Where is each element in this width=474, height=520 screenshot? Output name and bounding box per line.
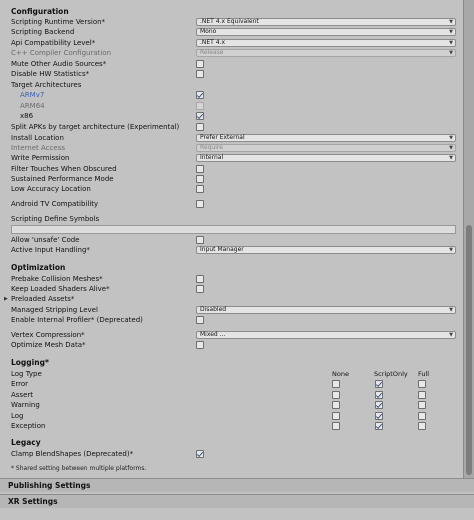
- log-col-scriptonly: ScriptOnly: [374, 370, 408, 378]
- target-arch-label: Target Architectures: [11, 81, 82, 89]
- log-warning-full-checkbox[interactable]: [418, 401, 426, 409]
- low-accuracy-row: [0, 184, 463, 194]
- legacy-header: Legacy: [11, 438, 41, 447]
- split-apks-row: [0, 122, 463, 132]
- internet-access-value: Require: [200, 144, 223, 151]
- filter-touches-checkbox[interactable]: [196, 165, 204, 173]
- api-compat-dropdown[interactable]: [196, 39, 456, 47]
- foldout-arrow-icon[interactable]: ▶: [4, 296, 8, 302]
- vertex-compression-dropdown[interactable]: [196, 331, 456, 339]
- scripting-backend-dropdown[interactable]: [196, 28, 456, 36]
- log-row-label: Assert: [11, 391, 34, 399]
- arm64-checkbox: [196, 102, 204, 110]
- sustained-perf-checkbox[interactable]: [196, 175, 204, 183]
- write-permission-dropdown[interactable]: [196, 154, 456, 162]
- dropdown-arrow-icon: ▼: [449, 19, 453, 25]
- log-warning-none-checkbox[interactable]: [332, 401, 340, 409]
- dropdown-arrow-icon: ▼: [449, 29, 453, 35]
- mute-audio-row: [0, 59, 463, 69]
- arm64-row: [0, 101, 463, 111]
- scripting-backend-label: Scripting Backend: [11, 28, 75, 36]
- log-col-none: None: [332, 370, 349, 378]
- stripping-value: Disabled: [200, 306, 227, 313]
- low-accuracy-checkbox[interactable]: [196, 185, 204, 193]
- clamp-blend-row: [0, 449, 463, 459]
- dropdown-arrow-icon: ▼: [449, 40, 453, 46]
- log-error-full-checkbox[interactable]: [418, 380, 426, 388]
- vertex-compression-value: Mixed ...: [200, 331, 226, 338]
- optimize-mesh-checkbox[interactable]: [196, 341, 204, 349]
- allow-unsafe-checkbox[interactable]: [196, 236, 204, 244]
- android-tv-checkbox[interactable]: [196, 200, 204, 208]
- scripting-runtime-row: [0, 17, 463, 27]
- keep-shaders-row: [0, 284, 463, 294]
- vertical-scrollbar[interactable]: [463, 0, 474, 478]
- clamp-blend-checkbox[interactable]: [196, 450, 204, 458]
- internal-profiler-row: [0, 315, 463, 325]
- android-tv-row: [0, 199, 463, 209]
- disable-hw-stats-checkbox[interactable]: [196, 70, 204, 78]
- x86-label: x86: [20, 112, 34, 120]
- log-warning-scriptonly-checkbox[interactable]: [375, 401, 383, 409]
- define-symbols-input[interactable]: [11, 225, 456, 234]
- stripping-label: Managed Stripping Level: [11, 306, 98, 314]
- preloaded-assets-label: Preloaded Assets*: [11, 295, 75, 303]
- dropdown-arrow-icon: ▼: [449, 332, 453, 338]
- log-error-none-checkbox[interactable]: [332, 380, 340, 388]
- scripting-backend-row: [0, 27, 463, 37]
- active-input-dropdown[interactable]: [196, 246, 456, 254]
- armv7-checkbox[interactable]: [196, 91, 204, 99]
- log-row-exception: [0, 421, 463, 431]
- mute-audio-label: Mute Other Audio Sources*: [11, 60, 107, 68]
- clamp-blend-label: Clamp BlendShapes (Deprecated)*: [11, 450, 134, 458]
- split-apks-checkbox[interactable]: [196, 123, 204, 131]
- configuration-header: Configuration: [11, 7, 69, 16]
- target-arch-row: [0, 80, 463, 90]
- active-input-value: Input Manager: [200, 246, 244, 253]
- internet-access-row: [0, 143, 463, 153]
- active-input-row: [0, 245, 463, 255]
- filter-touches-row: [0, 164, 463, 174]
- log-row-label: Exception: [11, 422, 46, 430]
- stripping-dropdown[interactable]: [196, 306, 456, 314]
- log-exception-scriptonly-checkbox[interactable]: [375, 422, 383, 430]
- disable-hw-stats-row: [0, 69, 463, 79]
- log-log-none-checkbox[interactable]: [332, 412, 340, 420]
- keep-shaders-checkbox[interactable]: [196, 285, 204, 293]
- scrollbar-thumb[interactable]: [466, 225, 472, 475]
- optimization-header: Optimization: [11, 263, 66, 272]
- cpp-compiler-label: C++ Compiler Configuration: [11, 49, 112, 57]
- dropdown-arrow-icon: ▼: [449, 50, 453, 56]
- xr-settings-label: XR Settings: [8, 497, 58, 506]
- dropdown-arrow-icon: ▼: [449, 247, 453, 253]
- install-location-row: [0, 133, 463, 143]
- x86-checkbox[interactable]: [196, 112, 204, 120]
- define-symbols-label: Scripting Define Symbols: [11, 215, 100, 223]
- scripting-backend-value: Mono: [200, 28, 217, 35]
- log-type-label: Log Type: [11, 370, 42, 378]
- log-row-label: Error: [11, 380, 29, 388]
- cpp-compiler-row: [0, 48, 463, 58]
- log-row-log: [0, 411, 463, 421]
- prebake-row: [0, 274, 463, 284]
- x86-row: [0, 111, 463, 121]
- dropdown-arrow-icon: ▼: [449, 145, 453, 151]
- vertex-compression-label: Vertex Compression*: [11, 331, 85, 339]
- logging-header-row: [0, 358, 463, 368]
- scripting-runtime-label: Scripting Runtime Version*: [11, 18, 106, 26]
- dropdown-arrow-icon: ▼: [449, 135, 453, 141]
- api-compat-label: Api Compatibility Level*: [11, 39, 96, 47]
- log-row-error: [0, 379, 463, 389]
- log-type-header-row: [0, 369, 463, 379]
- mute-audio-checkbox[interactable]: [196, 60, 204, 68]
- keep-shaders-label: Keep Loaded Shaders Alive*: [11, 285, 110, 293]
- install-location-dropdown[interactable]: [196, 134, 456, 142]
- log-assert-scriptonly-checkbox[interactable]: [375, 391, 383, 399]
- publishing-settings-label: Publishing Settings: [8, 481, 91, 490]
- cpp-compiler-value: Release: [200, 49, 224, 56]
- log-exception-full-checkbox[interactable]: [418, 422, 426, 430]
- allow-unsafe-label: Allow 'unsafe' Code: [11, 236, 80, 244]
- sustained-perf-row: [0, 174, 463, 184]
- log-log-full-checkbox[interactable]: [418, 412, 426, 420]
- api-compat-value: .NET 4.x: [200, 39, 226, 46]
- disable-hw-stats-label: Disable HW Statistics*: [11, 70, 90, 78]
- install-location-label: Install Location: [11, 134, 64, 142]
- log-col-full: Full: [418, 370, 430, 378]
- allow-unsafe-row: [0, 235, 463, 245]
- android-tv-label: Android TV Compatibility: [11, 200, 99, 208]
- low-accuracy-label: Low Accuracy Location: [11, 185, 91, 193]
- armv7-label: ARMv7: [20, 91, 45, 99]
- write-permission-row: [0, 153, 463, 163]
- internet-access-label: Internet Access: [11, 144, 65, 152]
- optimization-header-row: [0, 263, 463, 273]
- log-assert-none-checkbox[interactable]: [332, 391, 340, 399]
- internal-profiler-label: Enable Internal Profiler* (Deprecated): [11, 316, 143, 324]
- dropdown-arrow-icon: ▼: [449, 155, 453, 161]
- vertex-compression-row: [0, 330, 463, 340]
- preloaded-assets-row[interactable]: [0, 294, 463, 304]
- legacy-header-row: [0, 438, 463, 448]
- shared-setting-note: * Shared setting between multiple platforms.: [11, 465, 147, 472]
- dropdown-arrow-icon: ▼: [449, 307, 453, 313]
- active-input-label: Active Input Handling*: [11, 246, 90, 254]
- stripping-row: [0, 305, 463, 315]
- armv7-row: [0, 90, 463, 100]
- optimize-mesh-row: [0, 340, 463, 350]
- internet-access-dropdown: [196, 144, 456, 152]
- log-error-scriptonly-checkbox[interactable]: [375, 380, 383, 388]
- write-permission-label: Write Permission: [11, 154, 70, 162]
- log-exception-none-checkbox[interactable]: [332, 422, 340, 430]
- publishing-settings-foldout[interactable]: [0, 478, 474, 492]
- log-log-scriptonly-checkbox[interactable]: [375, 412, 383, 420]
- define-symbols-row: [0, 214, 463, 224]
- scripting-runtime-dropdown[interactable]: [196, 18, 456, 26]
- log-assert-full-checkbox[interactable]: [418, 391, 426, 399]
- api-compat-row: [0, 38, 463, 48]
- write-permission-value: Internal: [200, 154, 224, 161]
- optimize-mesh-label: Optimize Mesh Data*: [11, 341, 86, 349]
- configuration-header-row: [0, 7, 463, 17]
- log-row-label: Warning: [11, 401, 40, 409]
- log-row-label: Log: [11, 412, 24, 420]
- prebake-label: Prebake Collision Meshes*: [11, 275, 103, 283]
- prebake-checkbox[interactable]: [196, 275, 204, 283]
- cpp-compiler-dropdown: [196, 49, 456, 57]
- split-apks-label: Split APKs by target architecture (Experimental): [11, 123, 180, 131]
- arm64-label: ARM64: [20, 102, 45, 110]
- xr-settings-foldout[interactable]: [0, 494, 474, 508]
- logging-header: Logging*: [11, 358, 49, 367]
- install-location-value: Prefer External: [200, 134, 245, 141]
- internal-profiler-checkbox[interactable]: [196, 316, 204, 324]
- log-row-assert: [0, 390, 463, 400]
- log-row-warning: [0, 400, 463, 410]
- filter-touches-label: Filter Touches When Obscured: [11, 165, 117, 173]
- sustained-perf-label: Sustained Performance Mode: [11, 175, 114, 183]
- scripting-runtime-value: .NET 4.x Equivalent: [200, 18, 259, 25]
